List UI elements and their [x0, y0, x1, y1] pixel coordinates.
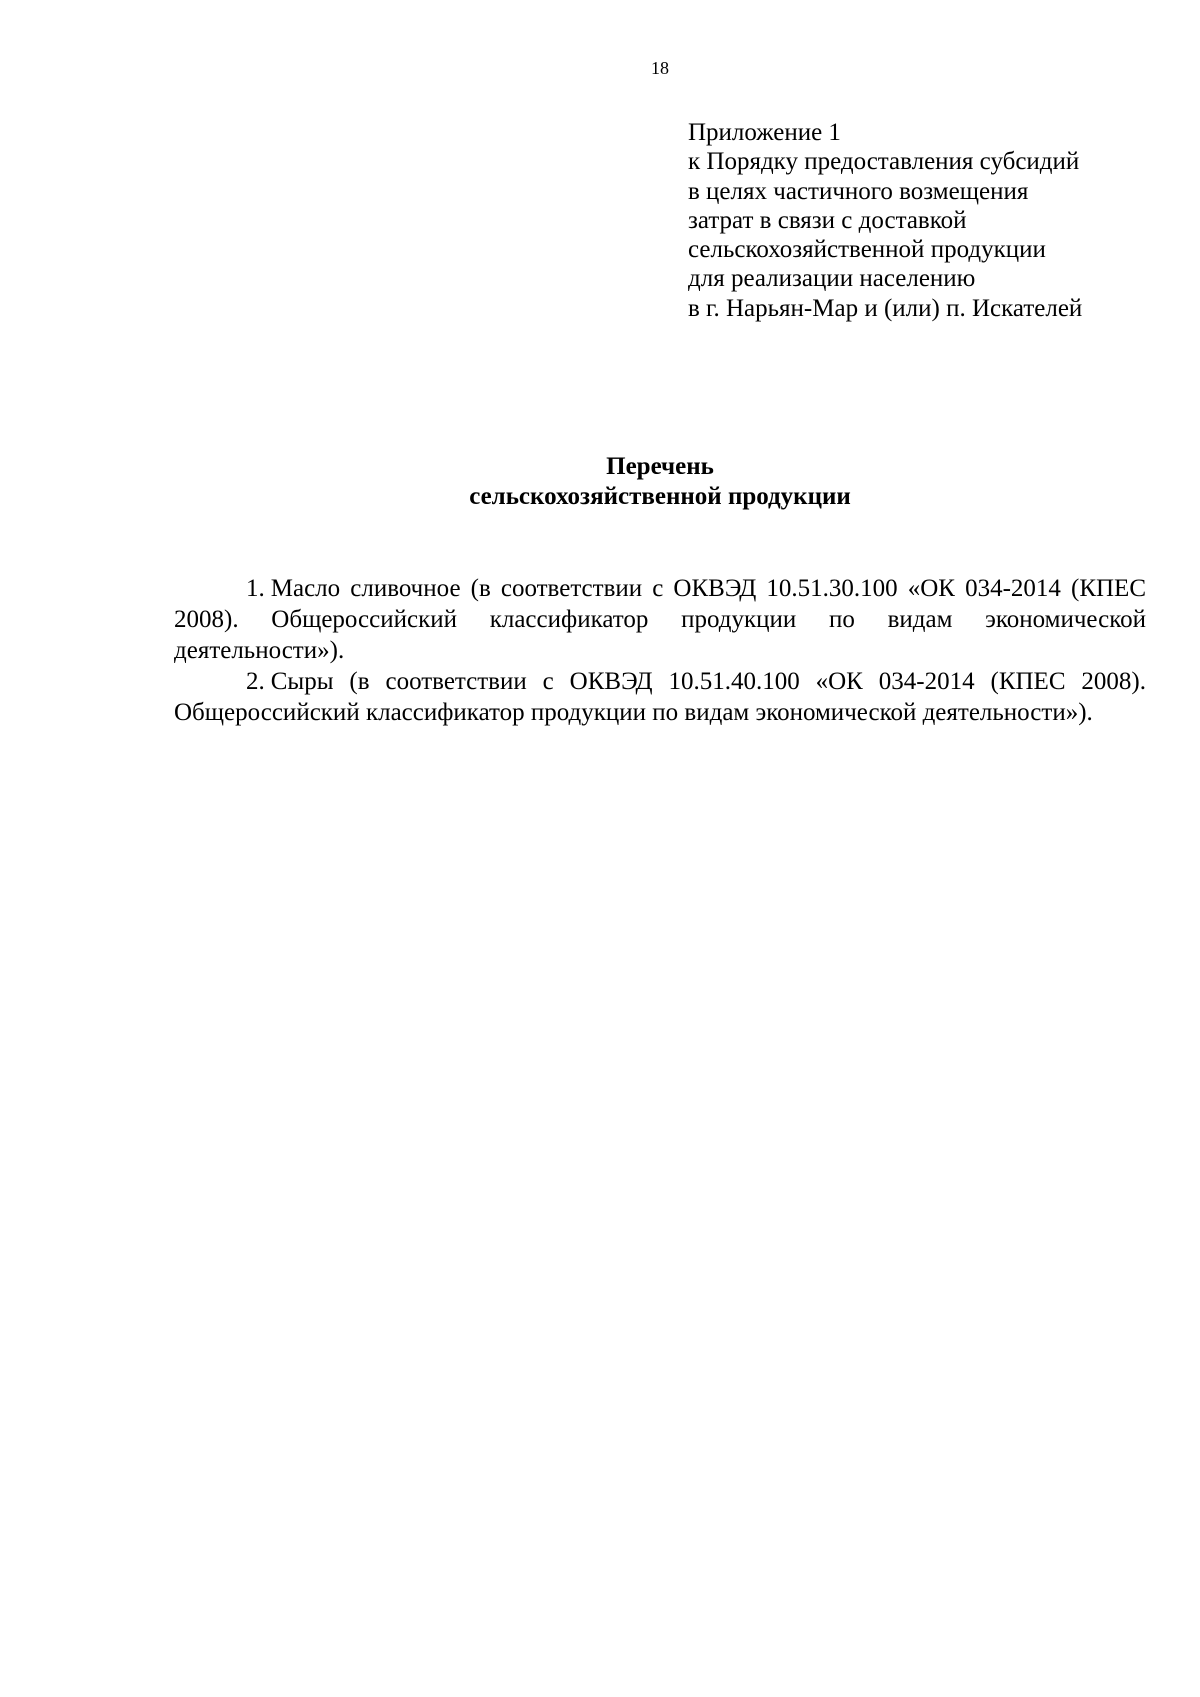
- appendix-line: затрат в связи с доставкой: [688, 206, 967, 234]
- page-number: 18: [651, 58, 669, 78]
- appendix-line: к Порядку предоставления субсидий: [688, 148, 1080, 176]
- list-item: [174, 573, 1146, 666]
- appendix-line: Приложение 1: [688, 119, 841, 146]
- list-item-text: Масло сливочное (в соответствии с ОКВЭД 10.51.30.100 «ОК 034-2014 (КПЕС 2008). Общероссийский классификатор продукции по видам экономической деятельности»).: [174, 575, 1146, 664]
- appendix-line: сельскохозяйственной продукции: [688, 236, 1046, 264]
- appendix-line: для реализации населению: [688, 265, 976, 293]
- title-line-2: сельскохозяйственной продукции: [469, 483, 851, 510]
- title-line-1: Перечень: [606, 453, 714, 480]
- list-item-number: 2.: [246, 668, 265, 695]
- list-item-text: Сыры (в соответствии с ОКВЭД 10.51.40.100 «ОК 034-2014 (КПЕС 2008). Общероссийский классификатор продукции по видам экономической деятельности»).: [174, 668, 1146, 726]
- appendix-line: в целях частичного возмещения: [688, 177, 1029, 205]
- product-list: [174, 573, 1146, 728]
- appendix-line: в г. Нарьян-Мар и (или) п. Искателей: [688, 294, 1083, 322]
- appendix-header: [688, 118, 1188, 323]
- list-item: [174, 666, 1146, 728]
- document-title: [0, 452, 1200, 512]
- list-item-number: 1.: [246, 575, 265, 602]
